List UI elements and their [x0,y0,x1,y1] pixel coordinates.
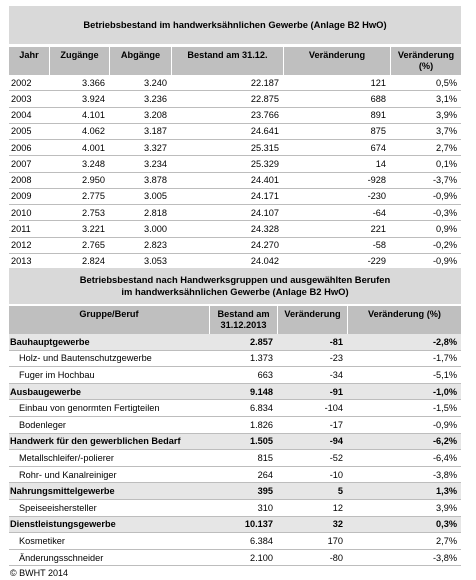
cell-zugaenge: 4.001 [82,142,105,153]
cell-bestand: 6.384 [250,535,273,546]
cell-zugaenge: 2.950 [82,175,105,186]
table-row [9,140,461,156]
cell-abgaenge: 3.234 [144,158,167,169]
cell-veraenderung-prozent: -0,9% [432,419,457,430]
cell-bestand: 395 [257,486,273,497]
cell-veraenderung: -64 [372,207,386,218]
cell-veraenderung: -104 [324,403,343,414]
cell-abgaenge: 3.236 [144,93,167,104]
cell-jahr: 2009 [11,191,32,202]
cell-veraenderung: 170 [327,535,343,546]
cell-jahr: 2012 [11,240,32,251]
cell-abgaenge: 3.878 [144,175,167,186]
cell-veraenderung: -52 [329,452,343,463]
header-veraenderung-prozent-label: Veränderung (%) [397,50,455,71]
cell-bestand: 22.187 [250,77,279,88]
cell-bestand: 663 [257,369,273,380]
table-row [9,173,461,189]
cell-zugaenge: 3.221 [82,223,105,234]
cell-abgaenge: 2.818 [144,207,167,218]
cell-veraenderung: 5 [337,486,343,497]
table-header [9,306,461,334]
table-row-beruf [9,500,461,517]
cell-veraenderung: -230 [367,191,386,202]
cell-veraenderung: 891 [370,110,386,121]
cell-veraenderung-prozent: 0,1% [436,158,457,169]
table-title-line1: Betriebsbestand nach Handwerksgruppen und ausgewählten Berufen [79,274,391,285]
cell-veraenderung-prozent: -3,8% [432,552,457,563]
header-abgaenge: Abgänge [109,47,171,75]
cell-veraenderung: -10 [329,469,343,480]
cell-bestand: 6.834 [250,403,273,414]
cell-jahr: 2007 [11,158,32,169]
cell-veraenderung: -91 [329,386,343,397]
table-title-line2: im handwerksähnlichen Gewerbe (Anlage B2 HwO) [121,286,349,297]
cell-zugaenge: 2.753 [82,207,105,218]
cell-veraenderung: -23 [329,353,343,364]
cell-gruppe-beruf: Änderungsschneider [19,552,104,563]
cell-veraenderung-prozent: -0,3% [432,207,457,218]
header-veraenderung: Veränderung [277,306,347,334]
table-row-beruf [9,450,461,467]
table-title: Betriebsbestand im handwerksähnlichen Gewerbe (Anlage B2 HwO) [9,6,461,44]
cell-veraenderung: -58 [372,240,386,251]
cell-bestand: 264 [257,469,273,480]
cell-veraenderung: -229 [367,256,386,267]
cell-veraenderung-prozent: -1,7% [432,353,457,364]
cell-veraenderung: -81 [329,336,343,347]
cell-veraenderung: 12 [332,502,343,513]
cell-veraenderung-prozent: -3,7% [432,175,457,186]
cell-veraenderung-prozent: 3,1% [436,93,457,104]
table-body [9,75,461,270]
header-zugaenge: Zugänge [49,47,109,75]
cell-bestand: 310 [257,502,273,513]
cell-gruppe-beruf: Metallschleifer/-polierer [19,452,114,463]
cell-jahr: 2013 [11,256,32,267]
cell-veraenderung-prozent: -6,4% [432,452,457,463]
header-veraenderung-prozent: Veränderung (%) [347,306,461,334]
cell-veraenderung: 14 [375,158,386,169]
header-jahr: Jahr [19,50,39,60]
table-row-beruf [9,367,461,384]
cell-bestand: 24.270 [250,240,279,251]
header-veraenderung-prozent [390,47,461,75]
cell-abgaenge: 3.053 [144,256,167,267]
table-row-group [9,483,461,500]
cell-veraenderung-prozent: 2,7% [436,535,457,546]
cell-abgaenge: 3.005 [144,191,167,202]
header-bestand-label: Bestand am 31.12.2013 [217,309,270,330]
table-row-group [9,434,461,451]
cell-veraenderung: 674 [370,142,386,153]
cell-veraenderung-prozent: 0,5% [436,77,457,88]
header-gruppe-beruf: Gruppe/Beruf [79,309,139,319]
table-row-beruf [9,550,461,567]
cell-gruppe-beruf: Dienstleistungsgewerbe [10,519,116,530]
cell-veraenderung-prozent: 0,9% [436,223,457,234]
cell-abgaenge: 3.000 [144,223,167,234]
table-row [9,205,461,221]
cell-abgaenge: 3.187 [144,126,167,137]
cell-veraenderung-prozent: -0,9% [432,256,457,267]
cell-veraenderung: -34 [329,369,343,380]
cell-jahr: 2002 [11,77,32,88]
table-row-group [9,384,461,401]
cell-jahr: 2010 [11,207,32,218]
cell-veraenderung-prozent: -1,0% [432,386,457,397]
table-handwerksgruppen [9,268,461,580]
cell-bestand: 2.857 [250,336,273,347]
cell-jahr: 2005 [11,126,32,137]
cell-bestand: 23.766 [250,110,279,121]
cell-bestand: 1.826 [250,419,273,430]
header-bestand [209,306,277,334]
cell-veraenderung-prozent: -1,5% [432,403,457,414]
cell-veraenderung-prozent: -6,2% [432,436,457,447]
cell-gruppe-beruf: Handwerk für den gewerblichen Bedarf [10,436,181,447]
table-row [9,75,461,91]
cell-veraenderung-prozent: 3,9% [436,502,457,513]
cell-bestand: 24.401 [250,175,279,186]
table-row [9,156,461,172]
cell-bestand: 24.042 [250,256,279,267]
cell-veraenderung: 875 [370,126,386,137]
cell-bestand: 9.148 [250,386,273,397]
cell-gruppe-beruf: Bodenleger [19,419,66,430]
table-betriebsbestand-jahre [9,0,461,284]
cell-veraenderung-prozent: 0,3% [436,519,457,530]
cell-veraenderung-prozent: -5,1% [432,369,457,380]
cell-bestand: 1.505 [250,436,273,447]
cell-gruppe-beruf: Fuger im Hochbau [19,369,95,380]
cell-zugaenge: 3.366 [82,77,105,88]
cell-zugaenge: 3.924 [82,93,105,104]
cell-gruppe-beruf: Bauhauptgewerbe [10,336,90,347]
cell-gruppe-beruf: Rohr- und Kanalreiniger [19,469,117,480]
table-header [9,47,461,75]
cell-veraenderung: -928 [367,175,386,186]
cell-gruppe-beruf: Ausbaugewerbe [10,386,81,397]
cell-gruppe-beruf: Holz- und Bautenschutzgewerbe [19,353,152,364]
table-row [9,108,461,124]
cell-zugaenge: 2.824 [82,256,105,267]
cell-zugaenge: 3.248 [82,158,105,169]
table-row [9,124,461,140]
table-row-beruf [9,417,461,434]
cell-gruppe-beruf: Kosmetiker [19,535,65,546]
cell-zugaenge: 4.062 [82,126,105,137]
table-row-beruf [9,400,461,417]
cell-jahr: 2011 [11,223,31,234]
cell-veraenderung-prozent: -3,8% [432,469,457,480]
cell-veraenderung-prozent: 3,9% [436,110,457,121]
cell-abgaenge: 3.208 [144,110,167,121]
table-row [9,91,461,107]
cell-jahr: 2003 [11,93,32,104]
table-row [9,238,461,254]
cell-zugaenge: 2.765 [82,240,105,251]
cell-veraenderung: 688 [370,93,386,104]
cell-veraenderung-prozent: -0,2% [432,240,457,251]
table-row-group [9,517,461,534]
cell-gruppe-beruf: Speiseeishersteller [19,502,97,513]
table-body [9,334,461,566]
copyright: © BWHT 2014 [10,568,68,579]
cell-bestand: 22.875 [250,93,279,104]
cell-veraenderung: -17 [329,419,343,430]
cell-jahr: 2006 [11,142,32,153]
cell-veraenderung-prozent: 1,3% [436,486,457,497]
cell-bestand: 25.315 [250,142,279,153]
cell-bestand: 815 [257,452,273,463]
cell-abgaenge: 3.327 [144,142,167,153]
cell-veraenderung: 121 [370,77,386,88]
table-row-beruf [9,467,461,484]
cell-zugaenge: 2.775 [82,191,105,202]
table-row [9,221,461,237]
cell-bestand: 2.100 [250,552,273,563]
cell-veraenderung: -94 [329,436,343,447]
cell-veraenderung-prozent: 3,7% [436,126,457,137]
header-bestand: Bestand am 31.12. [171,47,283,75]
cell-bestand: 24.328 [250,223,279,234]
cell-veraenderung-prozent: 2,7% [436,142,457,153]
cell-zugaenge: 4.101 [82,110,105,121]
cell-gruppe-beruf: Nahrungsmittelgewerbe [10,486,115,497]
table-row-beruf [9,533,461,550]
table-row [9,189,461,205]
header-veraenderung: Veränderung [283,47,390,75]
cell-jahr: 2008 [11,175,32,186]
cell-jahr: 2004 [11,110,32,121]
cell-bestand: 24.641 [250,126,279,137]
cell-bestand: 24.171 [250,191,279,202]
cell-bestand: 25.329 [250,158,279,169]
cell-veraenderung: -80 [329,552,343,563]
cell-bestand: 1.373 [250,353,273,364]
cell-abgaenge: 2.823 [144,240,167,251]
cell-veraenderung-prozent: -0,9% [432,191,457,202]
table-row-group [9,334,461,351]
cell-veraenderung-prozent: -2,8% [432,336,457,347]
table-row-beruf [9,351,461,368]
cell-bestand: 24.107 [250,207,279,218]
cell-abgaenge: 3.240 [144,77,167,88]
cell-veraenderung: 221 [370,223,386,234]
cell-bestand: 10.137 [244,519,273,530]
cell-gruppe-beruf: Einbau von genormten Fertigteilen [19,403,160,414]
cell-veraenderung: 32 [332,519,343,530]
table-title [9,268,461,304]
